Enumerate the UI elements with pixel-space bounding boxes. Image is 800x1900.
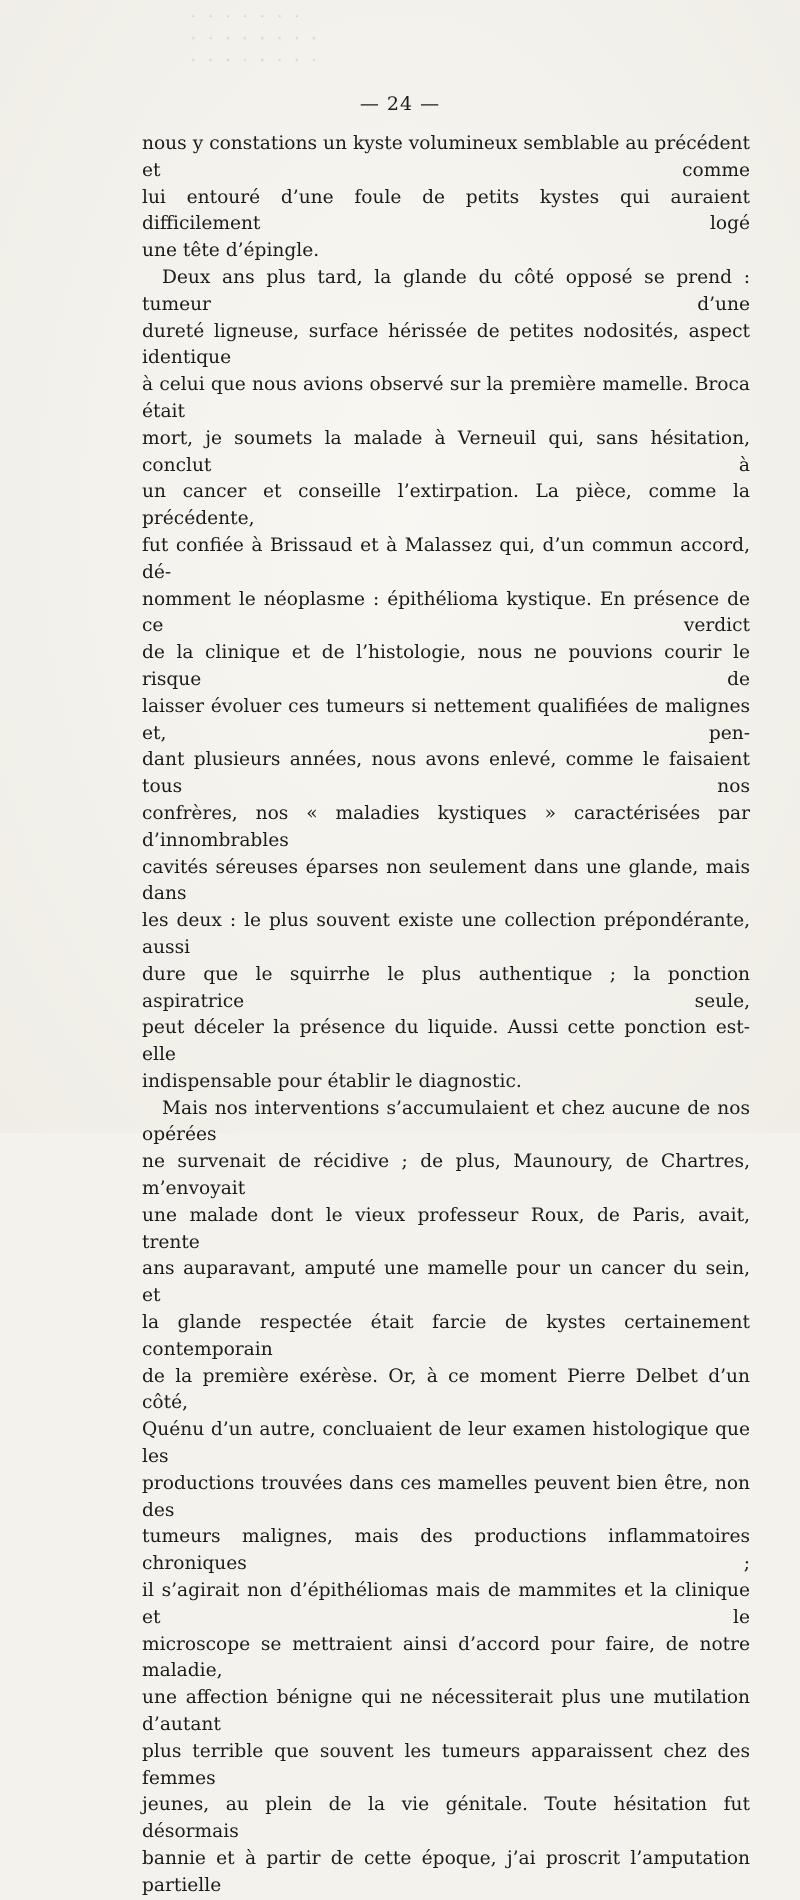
text-line: productions trouvées dans ces mamelles peuvent bien être, non des (142, 1472, 750, 1521)
text-line: tumeurs malignes, mais des productions inflammatoires chroniques ; (142, 1526, 750, 1575)
page-number: — 24 — (359, 93, 441, 115)
text-line: cavités séreuses éparses non seulement dans une glande, mais dans (142, 856, 750, 905)
text-line: Deux ans plus tard, la glande du côté opposé se prend : tumeur d’une (142, 266, 750, 315)
text-line: plus terrible que souvent les tumeurs apparaissent chez des femmes (142, 1740, 750, 1789)
bleed-line: · · · · · · · · (190, 32, 320, 45)
text-line: une affection bénigne qui ne nécessiterait plus une mutilation d’autant (142, 1687, 750, 1736)
text-line: nous y constations un kyste volumineux semblable au précédent et comme (142, 133, 750, 181)
text-line: fut confiée à Brissaud et à Malassez qui, d’un commun accord, dé- (142, 534, 750, 583)
text-line: lui entouré d’une foule de petits kystes qui auraient difficilement logé (142, 186, 750, 235)
show-through-bleed (190, 6, 360, 76)
text-line: confrères, nos « maladies kystiques » caractérisées par d’innombrables (142, 802, 750, 851)
text-line: de la clinique et de l’histologie, nous ne pouvions courir le risque de (142, 642, 750, 690)
text-line: un cancer et conseille l’extirpation. La pièce, comme la précédente, (142, 481, 750, 530)
text-line: dureté ligneuse, surface hérissée de petites nodosités, aspect identique (142, 320, 750, 369)
text-line: bannie et à partir de cette époque, j’ai proscrit l’amputation partielle (142, 1848, 750, 1896)
text-line: les deux : le plus souvent existe une collection prépondérante, aussi (142, 910, 750, 958)
text-line: peut déceler la présence du liquide. Aussi cette ponction est-elle (142, 1017, 750, 1066)
text-line: la glande respectée était farcie de kystes certainement contemporain (142, 1312, 750, 1360)
text-line: de la première exérèse. Or, à ce moment Pierre Delbet d’un côté, (142, 1365, 750, 1414)
text-line: indispensable pour établir le diagnostic. (142, 1070, 522, 1092)
bleed-line: · · · · · · · (190, 10, 303, 23)
text-line: jeunes, au plein de la vie génitale. Toute hésitation fut désormais (142, 1794, 750, 1843)
body-text (142, 131, 750, 1900)
text-line: à celui que nous avions observé sur la première mamelle. Broca était (142, 374, 750, 422)
text-line: mort, je soumets la malade à Verneuil qui, sans hésitation, conclut à (142, 427, 750, 476)
text-line: ans auparavant, amputé une mamelle pour un cancer du sein, et (142, 1258, 750, 1307)
text-line: une malade dont le vieux professeur Roux, de Paris, avait, trente (142, 1204, 750, 1253)
text-line: microscope se mettraient ainsi d’accord pour faire, de notre maladie, (142, 1633, 750, 1682)
text-line: dant plusieurs années, nous avons enlevé, comme le faisaient tous nos (142, 749, 750, 798)
text-line: ne survenait de récidive ; de plus, Maunoury, de Chartres, m’envoyait (142, 1151, 750, 1200)
text-line: Quénu d’un autre, concluaient de leur examen histologique que les (142, 1419, 750, 1468)
text-line: nomment le néoplasme : épithélioma kystique. En présence de ce verdict (142, 588, 750, 637)
bleed-line: · · · · · · · · (190, 54, 320, 67)
text-line: une tête d’épingle. (142, 240, 320, 262)
text-line: laisser évoluer ces tumeurs si nettement qualifiées de malignes et, pen- (142, 695, 750, 744)
text-line: il s’agirait non d’épithéliomas mais de mammites et la clinique et le (142, 1580, 750, 1628)
text-line: Mais nos interventions s’accumulaient et chez aucune de nos opérées (142, 1097, 750, 1146)
text-line: dure que le squirrhe le plus authentique ; la ponction aspiratrice seule, (142, 963, 750, 1012)
